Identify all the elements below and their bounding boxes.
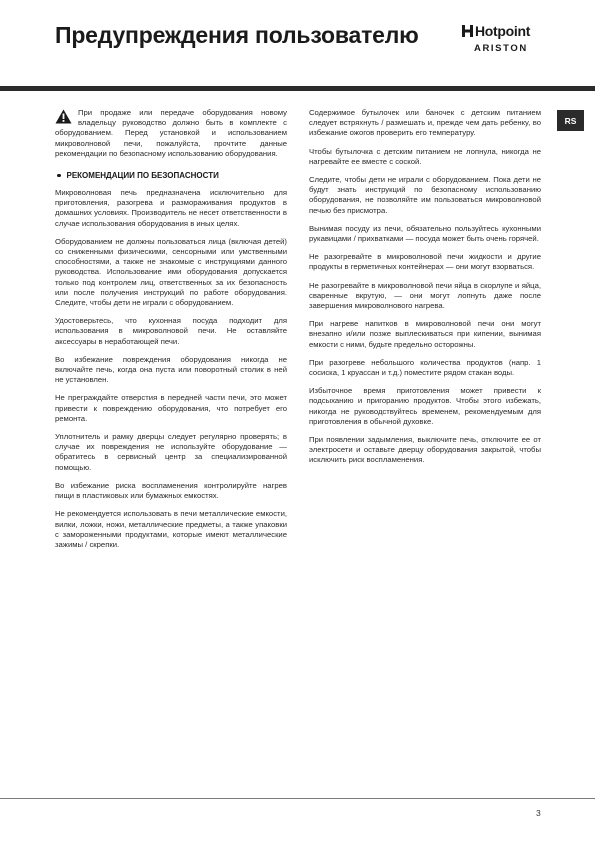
paragraph: Микроволновая печь предназначена исключительно для приготовления, разогрева и размораживания продуктов в домашних условиях. Производитель не несет ответственности в случае использования оборудования в иных целях.: [55, 188, 287, 228]
paragraph: Уплотнитель и рамку дверцы следует регулярно проверять; в случае их повреждения не используйте оборудование — обратитесь в сервисный центр за специализированной помощью.: [55, 432, 287, 472]
left-column: [55, 108, 287, 558]
header-rule: [0, 86, 595, 91]
language-tab: RS: [557, 110, 584, 131]
logo-sub-text: ARISTON: [474, 43, 528, 54]
paragraph: Не разогревайте в микроволновой печи жидкости и другие продукты в герметичных контейнерах — они могут взорваться.: [309, 252, 541, 272]
footer-rule: [0, 798, 595, 799]
paragraph: При появлении задымления, выключите печь, отключите ее от электросети и оставьте дверцу оборудования закрытой, чтобы исключить риск воспламенения.: [309, 435, 541, 465]
paragraph: При нагреве напитков в микроволновой печи они могут внезапно и/или позже выплескиваться при кипении, вынимая емкости с ними, будьте предельно осторожны.: [309, 319, 541, 349]
logo-brand-text: Hotpoint: [475, 23, 531, 39]
right-column: [309, 108, 541, 474]
paragraph: Не разогревайте в микроволновой печи яйца в скорлупе и яйца, сваренные вкрутую, — они могут лопнуть даже после завершения микроволнового нагрева.: [309, 280, 541, 311]
paragraph: Во избежание повреждения оборудования никогда не включайте печь, когда она пуста или поворотный столик в ней не установлен.: [55, 354, 287, 385]
warning-text: При продаже или передаче оборудования новому владельцу руководство должно быть в комплекте с оборудованием. Перед установкой и использованием микроволновой печи, пожалуйста, прочтите данные рекомендации по безопасному использованию оборудования.: [55, 108, 287, 158]
paragraph: Не преграждайте отверстия в передней части печи, это может привести к повреждению оборудования, что потребует его ремонта.: [55, 393, 287, 423]
paragraph: При разогреве небольшого количества продуктов (напр. 1 сосиска, 1 круассан и т.д.) поместите рядом стакан воды.: [309, 357, 541, 378]
paragraph: Содержимое бутылочек или баночек с детским питанием следует встряхнуть / размешать и, прежде чем дать ребенку, во избежание ожогов проверить его температуру.: [309, 108, 541, 138]
paragraph: Удостоверьтесь, что кухонная посуда подходит для использования в микроволновой печи. Не оставляйте аксессуары в неработающей печи.: [55, 316, 287, 346]
section-heading: [55, 171, 287, 180]
bullet-icon: [57, 174, 61, 178]
paragraph: Избыточное время приготовления может привести к подсыханию и пригоранию продуктов. Чтобы этого избежать, никогда не руководствуйтесь временем, рекомендуемым для приготовления в обычной духовке.: [309, 386, 541, 426]
paragraph: Не рекомендуется использовать в печи металлические емкости, вилки, ложки, ножи, металлические предметы, а также упаковки с замороженными продуктами, которые имеют металлические зажимы / скрепки.: [55, 509, 287, 549]
paragraph: Следите, чтобы дети не играли с оборудованием. Пока дети не будут знать инструкций по безопасному использованию оборудования, не позволяйте им пользоваться микроволновой печью без присмотра.: [309, 175, 541, 215]
paragraph: Чтобы бутылочка с детским питанием не лопнула, никогда не нагревайте ее вместе с соской.: [309, 146, 541, 166]
warning-block: [55, 108, 287, 159]
paragraph: Вынимая посуду из печи, обязательно пользуйтесь кухонными рукавицами / прихватками — посуда может быть очень горячей.: [309, 223, 541, 244]
brand-logo: [462, 23, 542, 59]
page-title: Предупреждения пользователю: [55, 22, 419, 48]
paragraph: Во избежание риска воспламенения контролируйте нагрев пищи в пластиковых или бумажных емкостях.: [55, 480, 287, 501]
page-number: 3: [536, 808, 541, 818]
warning-icon: [55, 109, 72, 124]
paragraph: Оборудованием не должны пользоваться лица (включая детей) со сниженными физическими, сенсорными или умственными способностями, а также не знакомые с инструкциями данного руководства. Использование ими оборудования допускается только под контролем лиц, ответственных за их безопасность или после получения инструкций по работе оборудования. Следите, чтобы дети не играли с оборудованием.: [55, 236, 287, 308]
logo-mark-icon: [462, 25, 473, 37]
section-heading-text: РЕКОМЕНДАЦИИ ПО БЕЗОПАСНОСТИ: [66, 171, 219, 181]
